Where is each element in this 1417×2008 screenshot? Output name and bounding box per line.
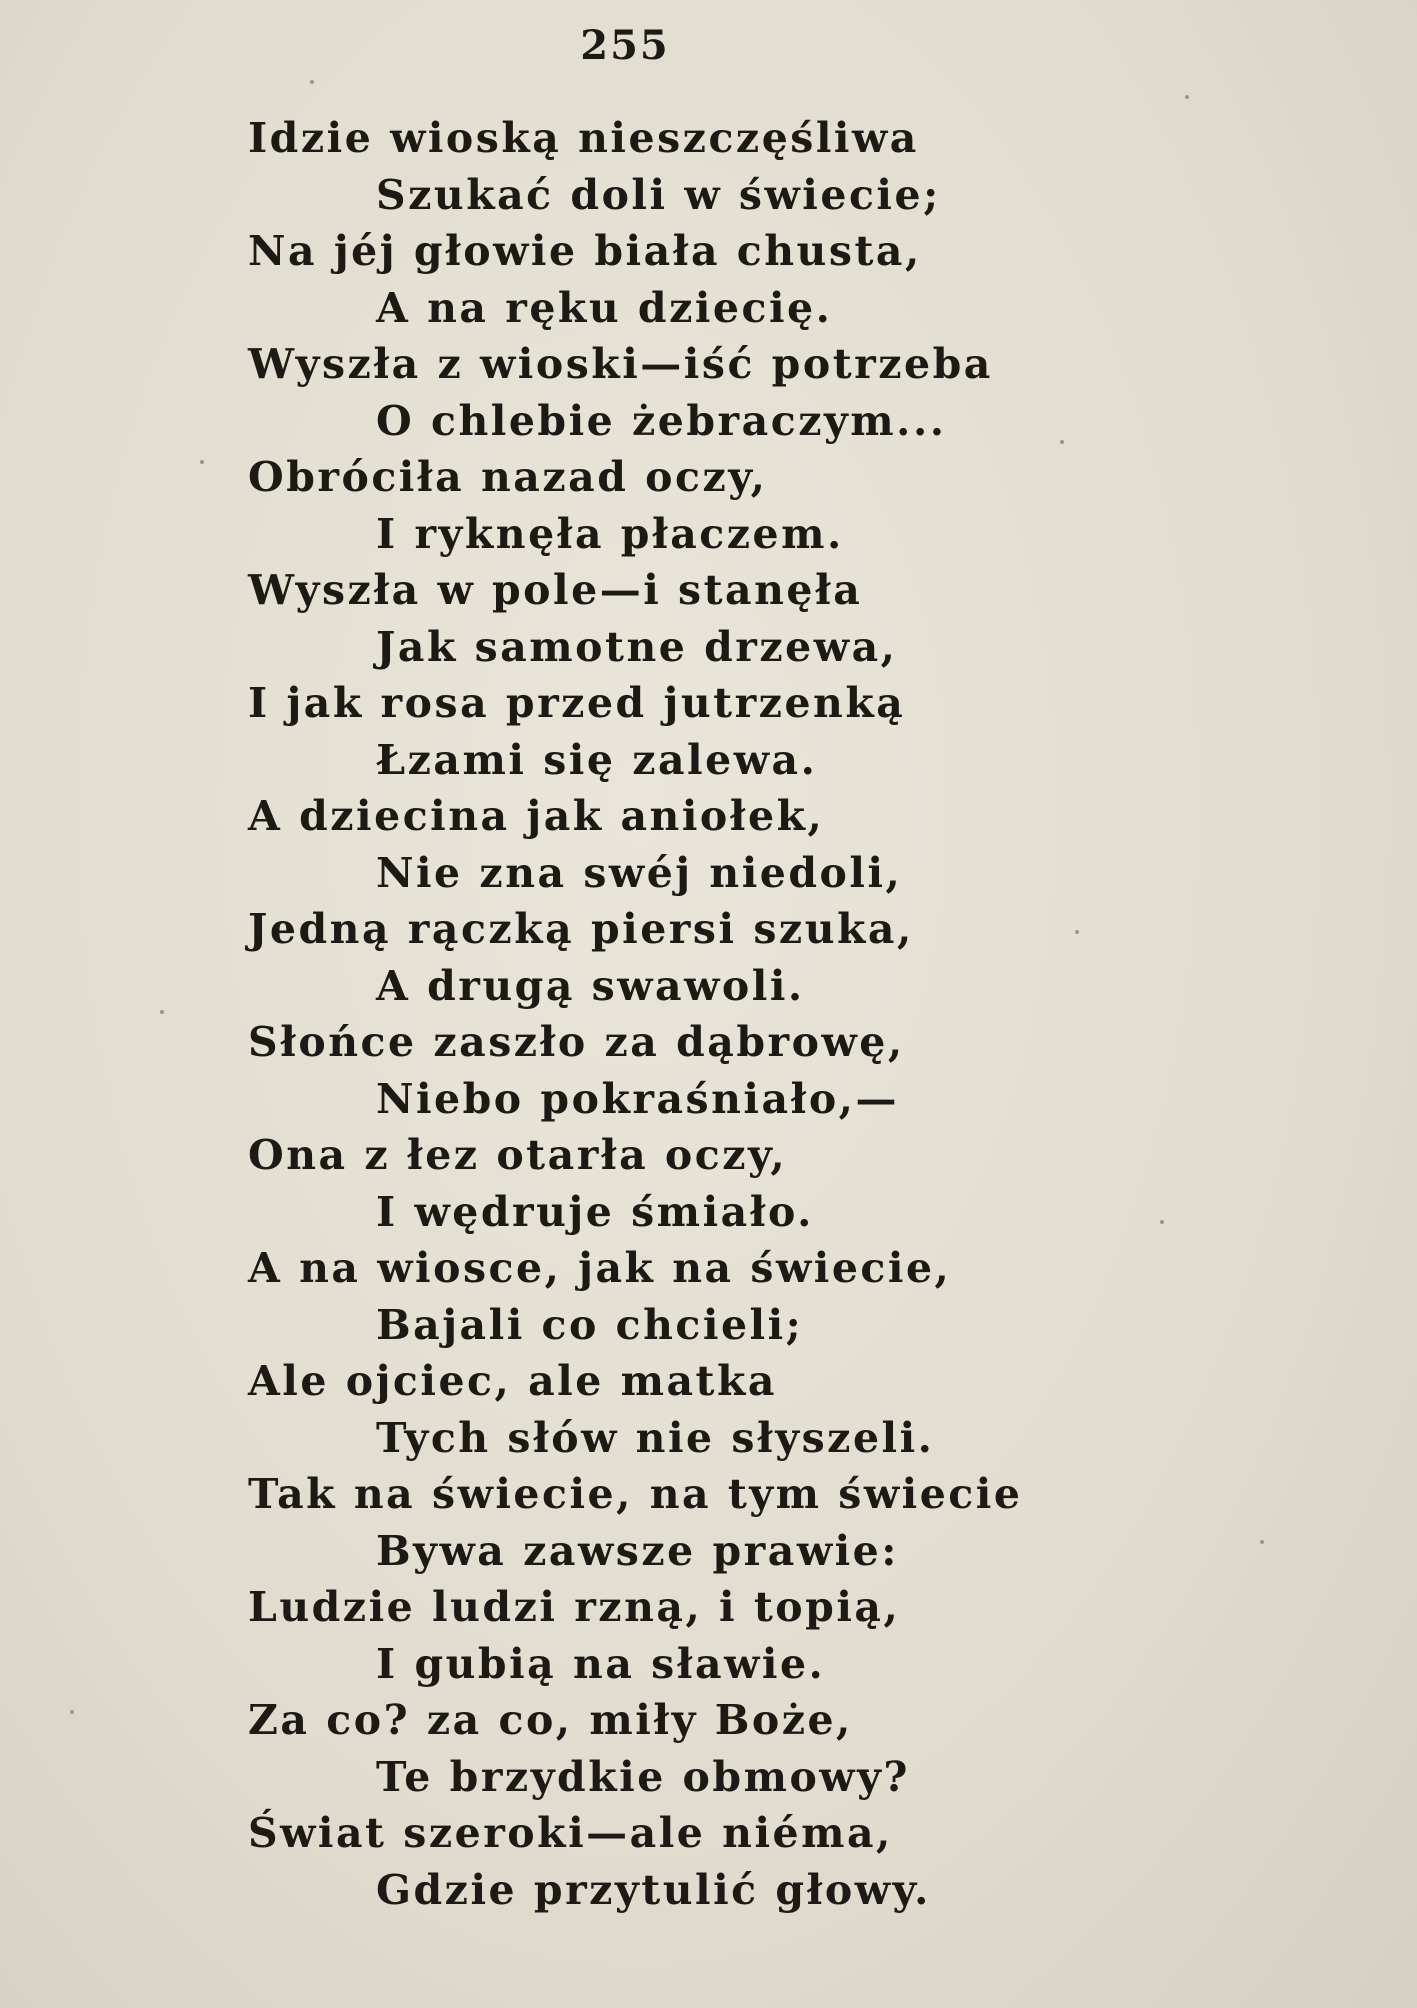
- poem-line: Słońce zaszło za dąbrowę,: [248, 1018, 905, 1066]
- poem-line: I wędruje śmiało.: [376, 1187, 814, 1236]
- poem-line: Wyszła z wioski—iść potrzeba: [248, 340, 993, 388]
- paper-speck: [200, 460, 204, 464]
- paper-speck: [1260, 1540, 1264, 1544]
- poem-line: Jak samotne drzewa,: [376, 622, 898, 671]
- poem-text: [248, 110, 1298, 1918]
- poem-line: I gubią na sławie.: [376, 1639, 826, 1688]
- poem-line: I jak rosa przed jutrzenką: [248, 679, 906, 727]
- paper-speck: [1060, 440, 1064, 444]
- poem-line: Gdzie przytulić głowy.: [376, 1865, 931, 1914]
- paper-speck: [1075, 930, 1079, 934]
- poem-line: Za co? za co, miły Boże,: [248, 1696, 853, 1744]
- paper-speck: [1185, 95, 1189, 99]
- poem-line: A na wiosce, jak na świecie,: [248, 1244, 952, 1292]
- poem-line: A na ręku dziecię.: [376, 283, 833, 332]
- poem-line: O chlebie żebraczym...: [376, 396, 947, 445]
- poem-line: A drugą swawoli.: [376, 961, 805, 1010]
- poem-line: Nie zna swéj niedoli,: [376, 848, 903, 897]
- poem-line: Jedną rączką piersi szuka,: [248, 905, 914, 953]
- poem-line: Ludzie ludzi rzną, i topią,: [248, 1583, 901, 1631]
- page-number: 255: [580, 22, 670, 69]
- poem-line: Łzami się zalewa.: [376, 735, 818, 784]
- poem-line: Tak na świecie, na tym świecie: [248, 1470, 1023, 1518]
- poem-line: Obróciła nazad oczy,: [248, 453, 768, 501]
- paper-speck: [310, 80, 314, 84]
- poem-line: Świat szeroki—ale niéma,: [248, 1809, 893, 1857]
- poem-line: Bajali co chcieli;: [376, 1300, 804, 1349]
- poem-line: Te brzydkie obmowy?: [376, 1752, 910, 1801]
- poem-line: Tych słów nie słyszeli.: [376, 1413, 935, 1462]
- poem-line: Ale ojciec, ale matka: [248, 1357, 777, 1405]
- poem-line: Na jéj głowie biała chusta,: [248, 227, 922, 275]
- paper-speck: [1160, 1220, 1164, 1224]
- poem-line: Szukać doli w świecie;: [376, 170, 941, 219]
- poem-line: Ona z łez otarła oczy,: [248, 1131, 788, 1179]
- poem-line: Idzie wioską nieszczęśliwa: [248, 114, 919, 162]
- poem-line: Niebo pokraśniało,—: [376, 1074, 899, 1123]
- poem-line: I ryknęła płaczem.: [376, 509, 844, 558]
- poem-line: Wyszła w pole—i stanęła: [248, 566, 863, 614]
- poem-line: Bywa zawsze prawie:: [376, 1526, 899, 1575]
- paper-speck: [160, 1010, 164, 1014]
- poem-line: A dziecina jak aniołek,: [248, 792, 825, 840]
- paper-speck: [70, 1710, 74, 1714]
